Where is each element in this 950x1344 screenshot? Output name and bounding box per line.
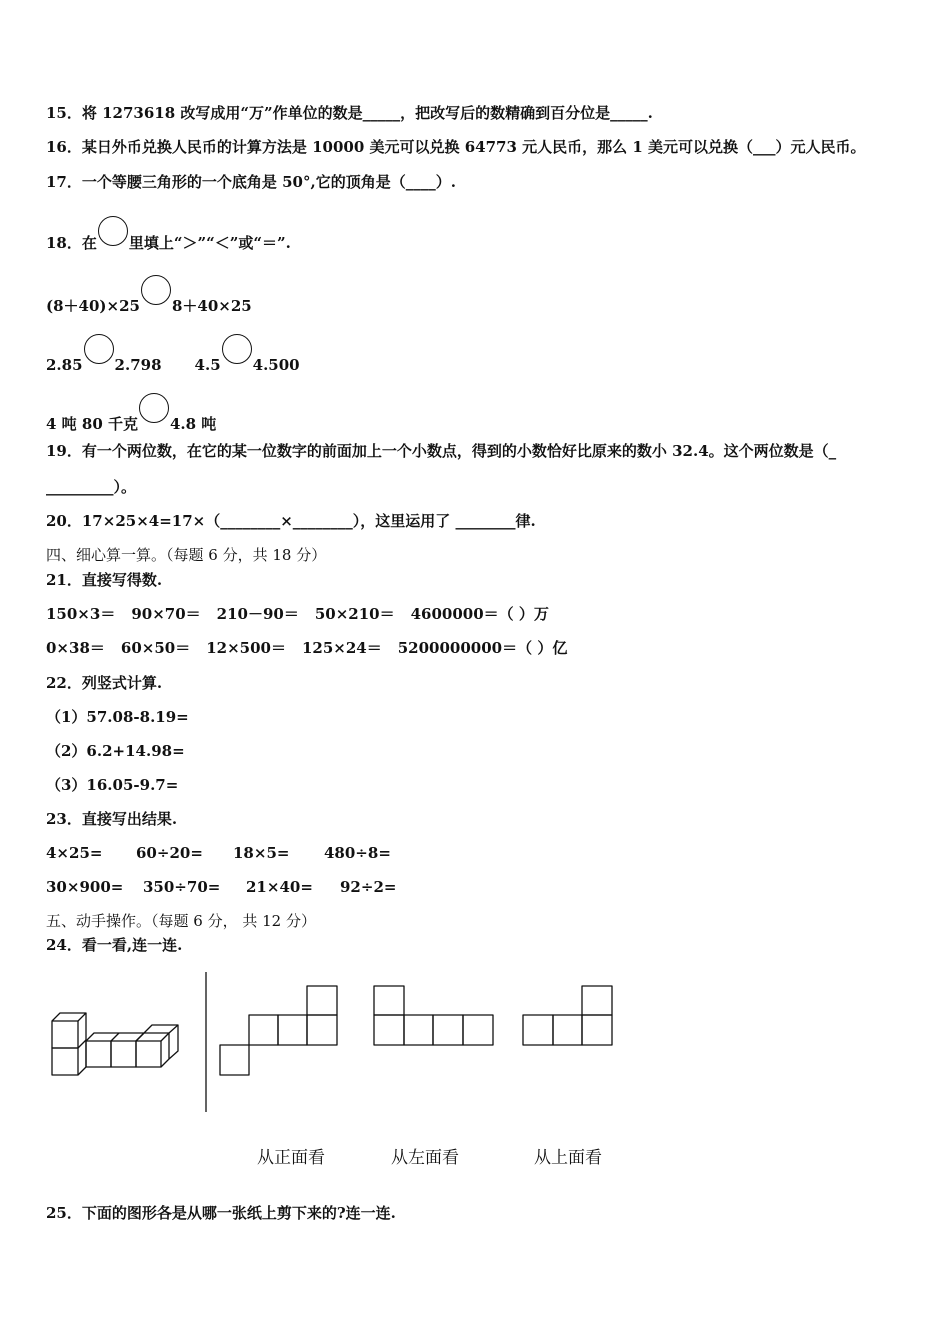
section-5-heading: 五、动手操作。（每题 6 分， 共 12 分） [46,912,316,930]
compare-left: 2.85 [46,356,83,374]
q18-row-3 [46,393,216,434]
compare-right: 4.8 吨 [169,415,217,433]
question-21-title: 21．直接写得数. [46,571,163,589]
question-15: 15．将 1273618 改写成用“万”作单位的数是_____，把改写后的数精确到百分位是_____. [46,104,653,122]
q22-item: （3）16.05-9.7= [46,776,179,794]
compare-left: 4 吨 80 千克 [46,415,138,433]
q23-item: 92÷2= [340,878,397,896]
q18-prefix: 18．在 [46,234,97,252]
question-16: 16．某日外币兑换人民币的计算方法是 10000 美元可以兑换 64773 元人民币，那么 1 美元可以兑换（___）元人民币。 [46,138,866,156]
answer-circle-icon[interactable] [141,275,171,305]
compare-right: 4.500 [252,356,300,374]
view-shape-1 [220,986,337,1075]
view-shape-2 [374,986,493,1045]
answer-circle-icon[interactable] [84,334,114,364]
q22-item: （1）57.08-8.19= [46,708,189,726]
calc-item: 5200000000＝（ ）亿 [397,639,568,657]
calc-item: 12×500＝ [206,639,286,657]
calc-item: 60×50＝ [120,639,191,657]
calc-item: 90×70＝ [131,605,201,623]
q18-row-1 [46,275,252,316]
calc-item: 125×24＝ [301,639,382,657]
q23-item: 480÷8= [324,844,391,862]
answer-circle-icon [98,216,128,246]
caption-front-view: 从正面看 [257,1148,325,1168]
question-19-line-1: 19．有一个两位数，在它的某一位数字的前面加上一个小数点，得到的小数恰好比原来的数小 32.4。这个两位数是（_ [46,442,837,460]
question-22-title: 22．列竖式计算. [46,674,163,692]
q18-row-2 [46,334,300,375]
question-25-title: 25．下面的图形各是从哪一张纸上剪下来的?连一连. [46,1204,396,1222]
calc-item: 50×210＝ [314,605,395,623]
compare-right: 2.798 [114,356,162,374]
section-4-heading: 四、细心算一算。（每题 6 分，共 18 分） [46,546,327,564]
caption-left-view: 从左面看 [391,1148,459,1168]
q23-item: 18×5= [233,844,290,862]
question-24-title: 24．看一看,连一连. [46,936,183,954]
q22-item: （2）6.2+14.98= [46,742,185,760]
question-17: 17．一个等腰三角形的一个底角是 50°,它的顶角是（____）. [46,173,456,191]
q23-item: 60÷20= [136,844,203,862]
calc-item: 210－90＝ [216,605,299,623]
caption-top-view: 从上面看 [534,1148,602,1168]
q21-row-2 [46,638,567,658]
compare-right: 8＋40×25 [171,297,252,315]
question-23-title: 23．直接写出结果. [46,810,178,828]
q18-instruction: 里填上“＞”“＜”或“＝”. [128,234,291,252]
q23-item: 21×40= [246,878,313,896]
question-19-line-2: _________）。 [46,478,137,496]
question-20: 20．17×25×4=17×（________×________），这里运用了 ________律. [46,512,536,530]
calc-item: 4600000＝（ ）万 [410,605,549,623]
question-18 [46,216,291,253]
answer-circle-icon[interactable] [139,393,169,423]
cube-solid-icon [52,1013,178,1075]
q21-row-1 [46,604,549,624]
answer-circle-icon[interactable] [222,334,252,364]
calc-item: 0×38＝ [46,639,105,657]
q23-item: 4×25= [46,844,103,862]
view-shape-3 [523,986,612,1045]
q23-item: 30×900= [46,878,124,896]
calc-item: 150×3＝ [46,605,116,623]
q23-item: 350÷70= [143,878,221,896]
compare-left: 4.5 [194,356,221,374]
compare-left: (8＋40)×25 [46,297,140,315]
